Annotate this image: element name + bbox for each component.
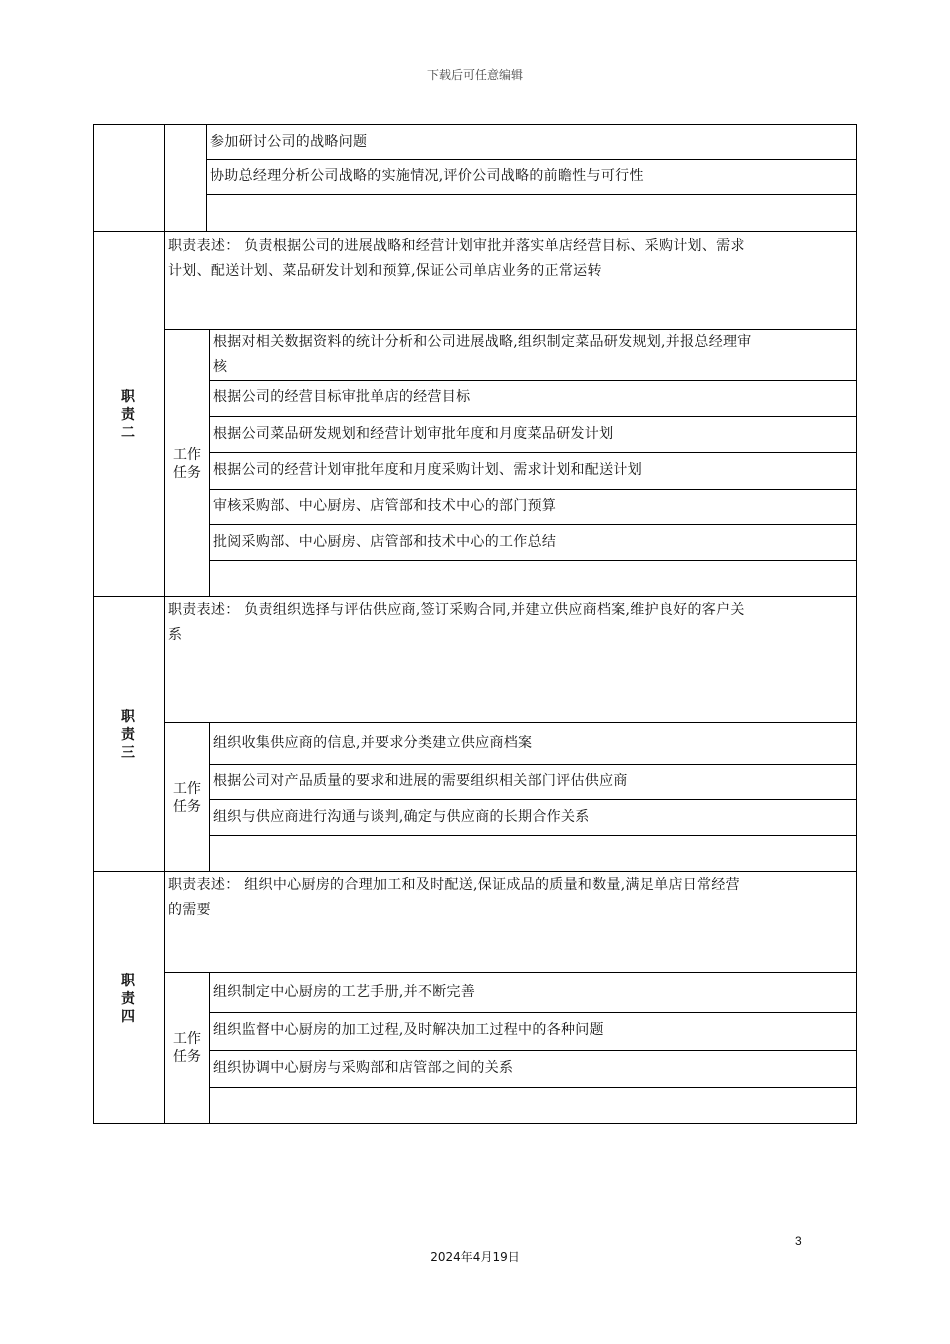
section4-description-line2: 的需要 bbox=[168, 902, 211, 918]
footer-date: 2024年4月19日 bbox=[430, 1250, 520, 1264]
section2-task-4: 根据公司的经营计划审批年度和月度采购计划、需求计划和配送计划 bbox=[213, 462, 642, 478]
section3-task-label: 工作任务 bbox=[173, 781, 201, 815]
section4-label: 职责四 bbox=[121, 973, 135, 1025]
section3-description-line1: 职责表述： 负责组织选择与评估供应商,签订采购合同,并建立供应商档案,维护良好的客户关 bbox=[168, 602, 745, 618]
section3-task-2: 根据公司对产品质量的要求和进展的需要组织相关部门评估供应商 bbox=[213, 773, 628, 789]
section3-task-1: 组织收集供应商的信息,并要求分类建立供应商档案 bbox=[213, 735, 533, 751]
section2-task-3: 根据公司菜品研发规划和经营计划审批年度和月度菜品研发计划 bbox=[213, 426, 614, 442]
section3-description-line2: 系 bbox=[168, 627, 183, 643]
section2-description-line2: 计划、配送计划、菜品研发计划和预算,保证公司单店业务的正常运转 bbox=[168, 263, 602, 279]
section2-task-label: 工作任务 bbox=[173, 447, 201, 481]
section4-description-line1: 职责表述： 组织中心厨房的合理加工和及时配送,保证成品的质量和数量,满足单店日常经营 bbox=[168, 877, 740, 893]
section4-task-3: 组织协调中心厨房与采购部和店管部之间的关系 bbox=[213, 1060, 514, 1076]
section2-task-5: 审核采购部、中心厨房、店管部和技术中心的部门预算 bbox=[213, 498, 557, 514]
section2-task-1-line2: 核 bbox=[213, 359, 228, 375]
section1-task-1: 参加研讨公司的战略问题 bbox=[210, 134, 368, 150]
section3-label: 职责三 bbox=[121, 709, 135, 761]
section2-task-6: 批阅采购部、中心厨房、店管部和技术中心的工作总结 bbox=[213, 534, 557, 550]
section4-task-1: 组织制定中心厨房的工艺手册,并不断完善 bbox=[213, 984, 476, 1000]
section4-task-2: 组织监督中心厨房的加工过程,及时解决加工过程中的各种问题 bbox=[213, 1022, 604, 1038]
page-number: 3 bbox=[795, 1234, 802, 1248]
section2-task-1-line1: 根据对相关数据资料的统计分析和公司进展战略,组织制定菜品研发规划,并报总经理审 bbox=[213, 334, 752, 350]
section2-description-line1: 职责表述： 负责根据公司的进展战略和经营计划审批并落实单店经营目标、采购计划、需求 bbox=[168, 238, 745, 254]
section2-label: 职责二 bbox=[121, 389, 135, 441]
section4-task-label: 工作任务 bbox=[173, 1031, 201, 1065]
section2-task-2: 根据公司的经营目标审批单店的经营目标 bbox=[213, 389, 471, 405]
section3-task-3: 组织与供应商进行沟通与谈判,确定与供应商的长期合作关系 bbox=[213, 809, 590, 825]
section1-task-2: 协助总经理分析公司战略的实施情况,评价公司战略的前瞻性与可行性 bbox=[210, 168, 644, 184]
page-header-note: 下载后可任意编辑 bbox=[426, 68, 523, 82]
